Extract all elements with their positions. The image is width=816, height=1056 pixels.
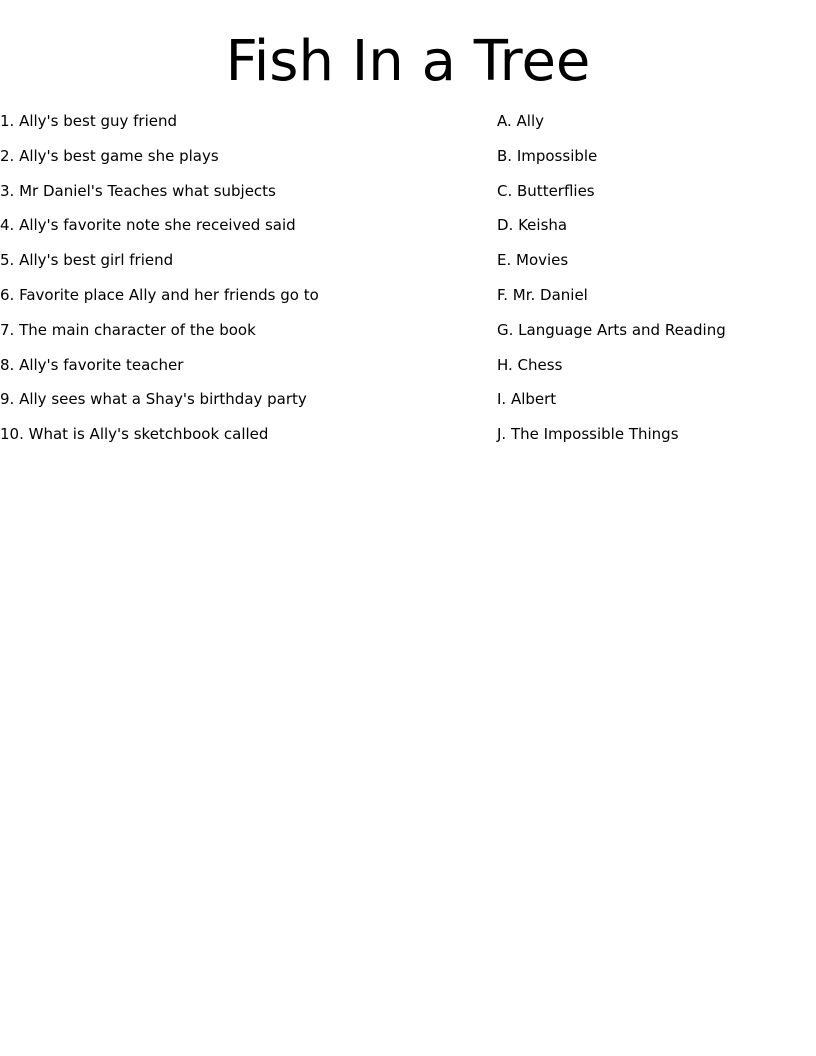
answer-item: D. Keisha bbox=[497, 216, 568, 235]
answer-list bbox=[497, 110, 816, 458]
clue-item: 3. Mr Daniel's Teaches what subjects bbox=[0, 181, 276, 200]
answer-item: G. Language Arts and Reading bbox=[497, 320, 726, 339]
clue-item: 10. What is Ally's sketchbook called bbox=[0, 425, 269, 444]
clue-list bbox=[0, 110, 480, 458]
answer-item: C. Butterflies bbox=[497, 181, 595, 200]
clue-item: 7. The main character of the book bbox=[0, 320, 256, 339]
answer-item: H. Chess bbox=[497, 355, 563, 374]
page-title: Fish In a Tree bbox=[225, 29, 591, 94]
clue-item: 2. Ally's best game she plays bbox=[0, 146, 219, 165]
clue-item: 6. Favorite place Ally and her friends go to bbox=[0, 285, 319, 304]
answer-item: F. Mr. Daniel bbox=[497, 285, 588, 304]
clue-item: 8. Ally's favorite teacher bbox=[0, 355, 184, 374]
answer-item: B. Impossible bbox=[497, 146, 598, 165]
answer-item: I. Albert bbox=[497, 390, 557, 409]
answer-item: J. The Impossible Things bbox=[497, 425, 679, 444]
clue-item: 1. Ally's best guy friend bbox=[0, 112, 178, 130]
clue-item: 5. Ally's best girl friend bbox=[0, 251, 174, 270]
answer-item: A. Ally bbox=[497, 112, 545, 130]
answer-item: E. Movies bbox=[497, 251, 569, 270]
clue-item: 9. Ally sees what a Shay's birthday party bbox=[0, 390, 307, 409]
clue-item: 4. Ally's favorite note she received said bbox=[0, 216, 296, 235]
